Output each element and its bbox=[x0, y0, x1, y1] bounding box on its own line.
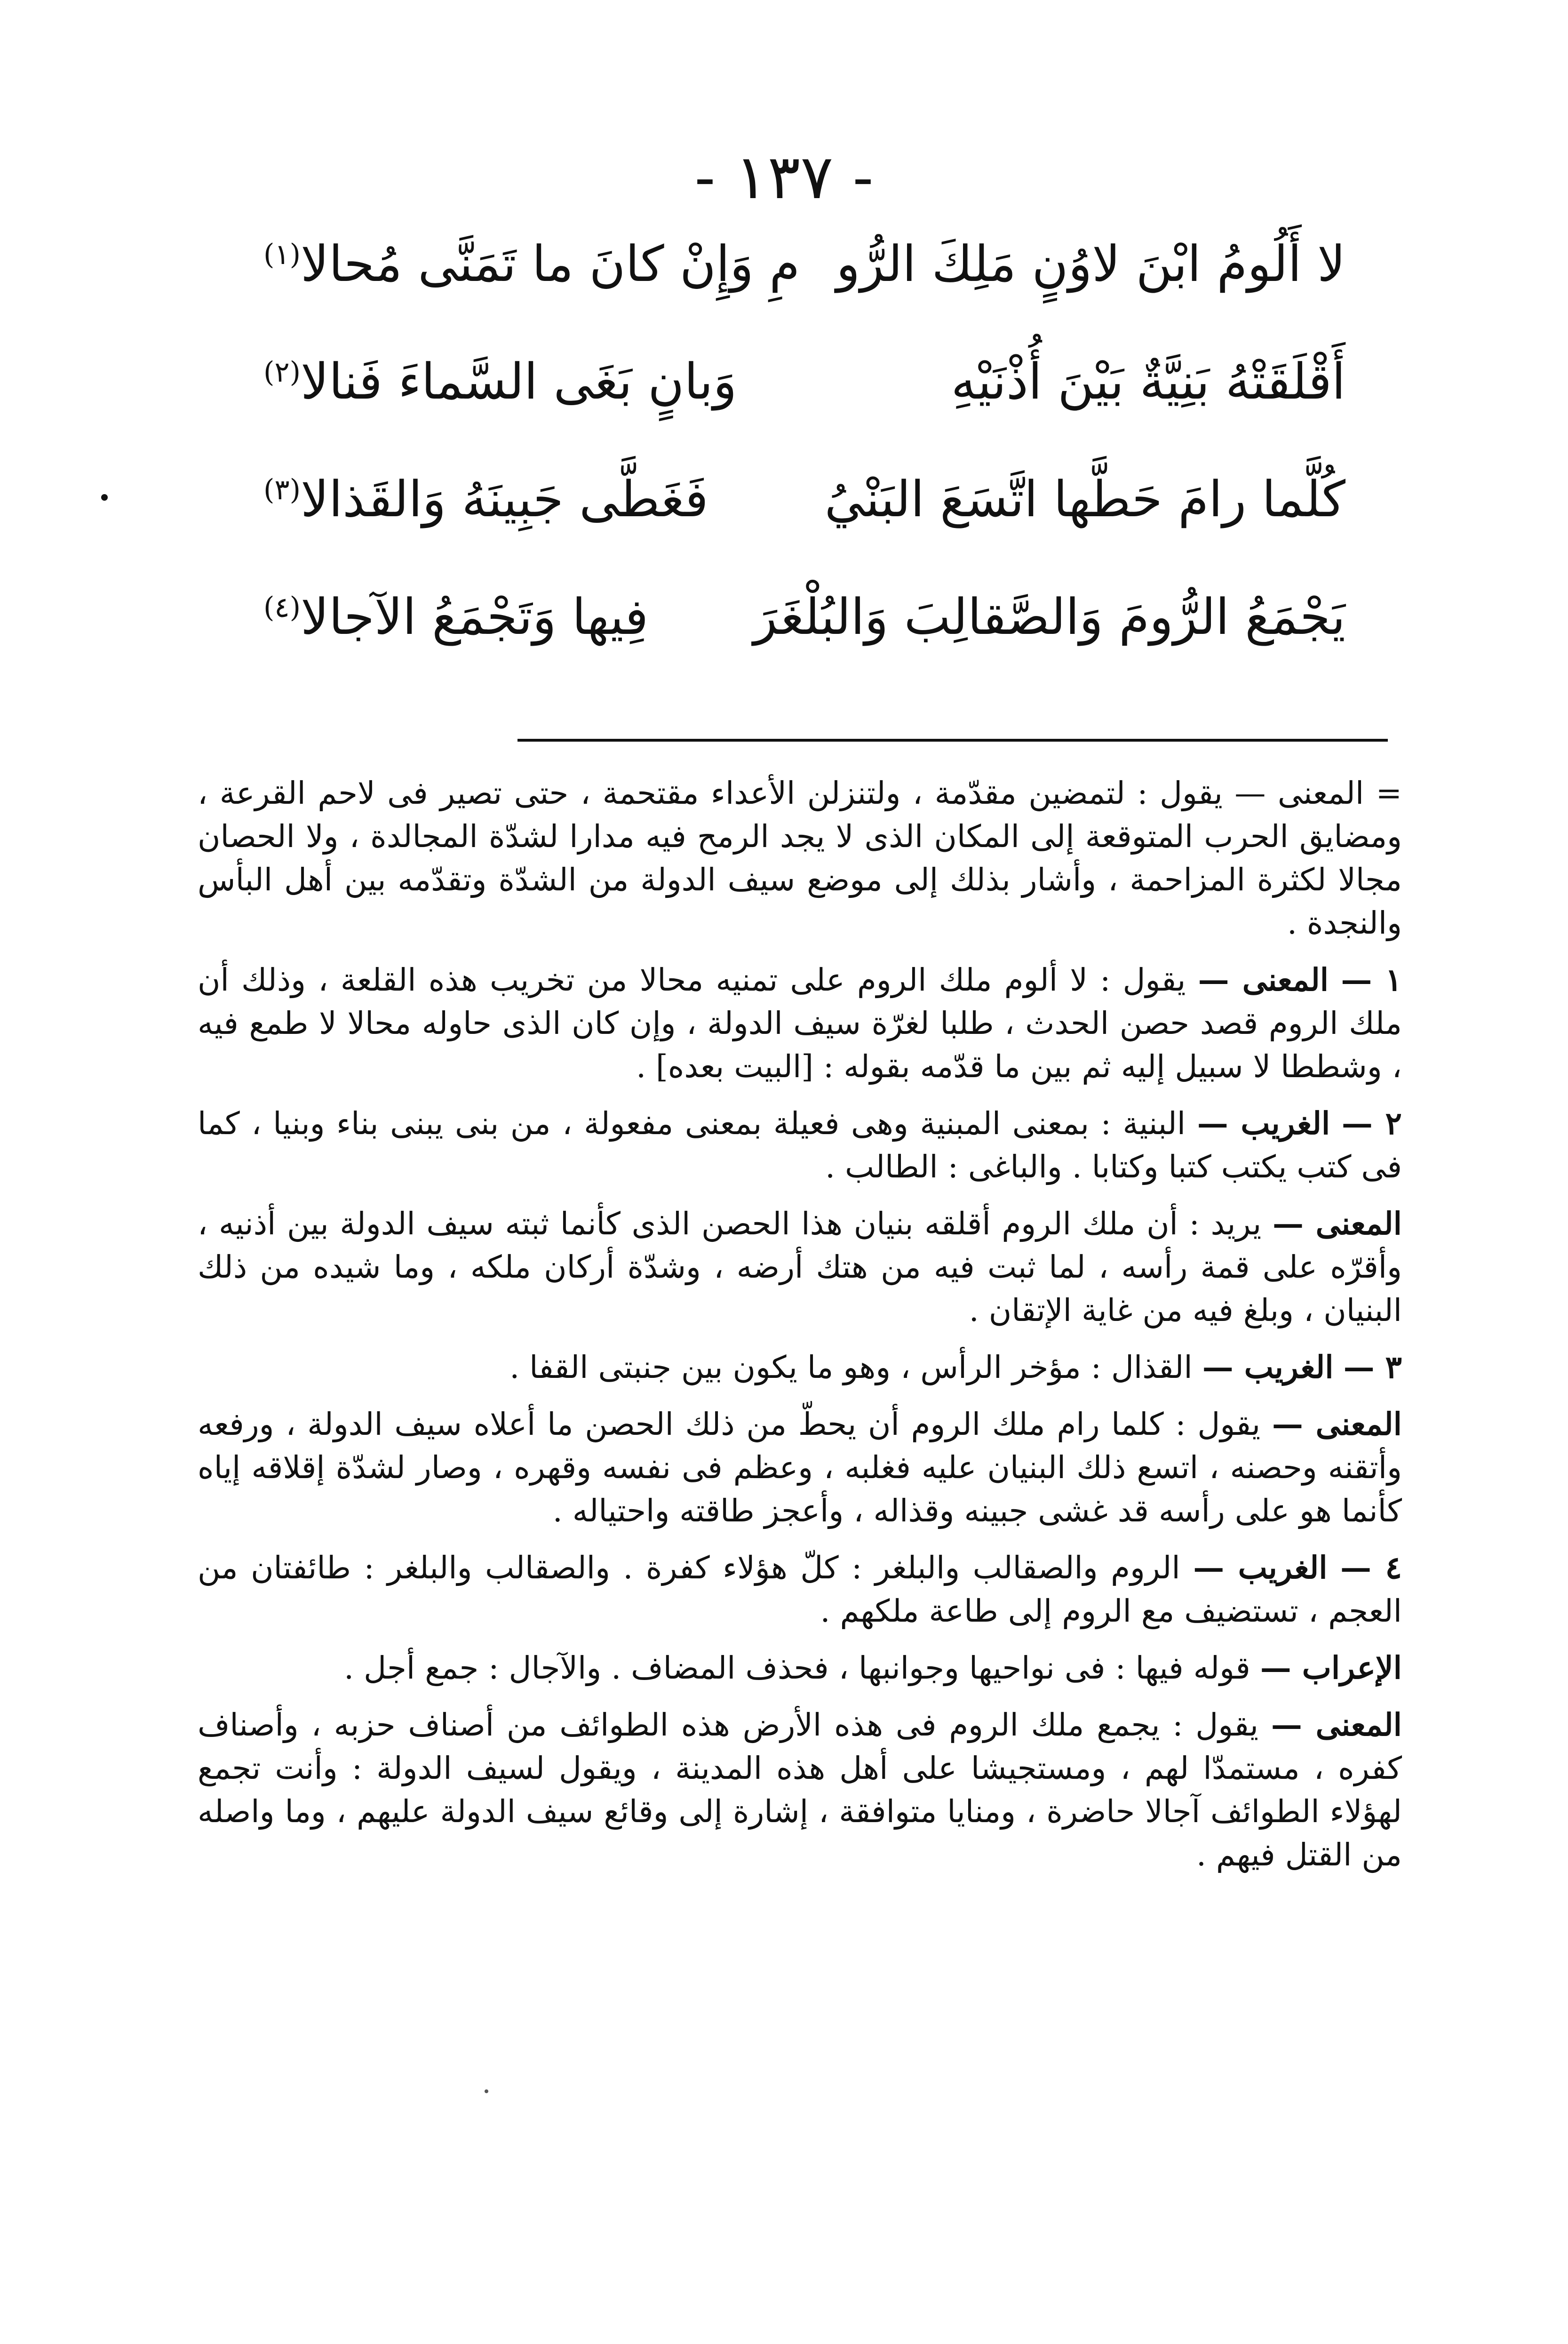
note-1-meaning bbox=[198, 958, 1402, 1088]
note-text: يقول : كلما رام ملك الروم أن يحطّ من ذلك الحصن ما أعلاه سيف الدولة ، ورفعه وأتقنه وحصنه ، اتسع ذلك البنيان عليه فغلبه ، وعظم فى نفسه وقهره ، وصار لشدّة إقلاقه إياه كأنما هو على رأسه قد غشى جبينه وقذاله ، وأعجز طاقته واحتياله . bbox=[198, 1406, 1402, 1529]
note-text: يريد : أن ملك الروم أقلقه بنيان هذا الحصن الذى كأنما ثبته سيف الدولة بين أذنيه ، وأقرّه على قمة رأسه ، لما ثبت فيه من هتك أرضه ، وشدّة أركان ملكه ، وما شيده من ذلك البنيان ، وبلغ فيه من غاية الإتقان . bbox=[198, 1206, 1402, 1328]
note-text: يقول : لا ألوم ملك الروم على تمنيه محالا من تخريب هذه القلعة ، وذلك أن ملك الروم قصد حصن الحدث ، طلبا لغرّة سيف الدولة ، وإن كان الذى حاوله محالا لا طمع فيه ، وشططا لا سبيل إليه ثم بين ما قدّمه بقوله : [البيت بعده] . bbox=[198, 962, 1402, 1085]
verse bbox=[263, 235, 1345, 353]
footnote-ref: (٢) bbox=[263, 356, 301, 389]
hemistich-second: وَبانٍ بَغَى السَّماءَ فَنالا$^{(٢)}$ bbox=[263, 353, 737, 410]
note-text: يقول : يجمع ملك الروم فى هذه الأرض هذه الطوائف من أصناف حزبه ، وأصناف كفره ، مستمدّا لهم ، ومستجيشا على أهل هذه المدينة ، ويقول لسيف الدولة : وأنت تجمع لهؤلاء الطوائف آجالا حاضرة ، ومنايا متوافقة ، إشارة إلى وقائع سيف الدولة عليهم ، وما واصله من القتل فيهم . bbox=[198, 1707, 1402, 1873]
note-marker: ١ — bbox=[1341, 961, 1402, 998]
note-label: المعنى — bbox=[1198, 961, 1329, 998]
hemistich-second: فِيها وَتَجْمَعُ الآجالا$^{(٤)}$ bbox=[263, 588, 649, 646]
stray-dot bbox=[101, 494, 108, 501]
hemistich-first: يَجْمَعُ الرُّومَ وَالصَّقالِبَ وَالبُلْغَرَ bbox=[753, 588, 1345, 646]
note-marker: ٢ — bbox=[1341, 1105, 1402, 1142]
note-4-grammar bbox=[198, 1646, 1402, 1690]
poem bbox=[263, 235, 1345, 706]
note-text: الروم والصقالب والبلغر : كلّ هؤلاء كفرة . والصقالب والبلغر : طائفتان من العجم ، تستضيف مع الروم إلى طاعة ملكهم . bbox=[198, 1550, 1402, 1629]
hemistich-first: لا أَلُومُ ابْنَ لاوُنٍ مَلِكَ الرُّو bbox=[836, 235, 1345, 293]
verse bbox=[263, 471, 1345, 588]
hemistich-first: أَقْلَقَتْهُ بَنِيَّةٌ بَيْنَ أُذْنَيْهِ bbox=[951, 353, 1345, 410]
commentary-intro: = المعنى — يقول : لتمضين مقدّمة ، ولتنزلن الأعداء مقتحمة ، حتى تصير فى لاحم القرعة ، ومضايق الحرب المتوقعة إلى المكان الذى لا يجد الرمح فيه مدارا لشدّة المجالدة ، ولا الحصان مجالا لكثرة المزاحمة ، وأشار بذلك إلى موضع سيف الدولة من الشدّة وتقدّمه بين أهل البأس والنجدة . bbox=[198, 775, 1402, 941]
verse bbox=[263, 588, 1345, 706]
note-label: الغريب — bbox=[1197, 1105, 1330, 1142]
note-label: المعنى — bbox=[1271, 1706, 1402, 1743]
note-3-meaning bbox=[198, 1402, 1402, 1533]
footnote-ref: (١) bbox=[263, 238, 301, 271]
note-4-vocabulary bbox=[198, 1546, 1402, 1633]
note-label: الإعراب — bbox=[1260, 1649, 1402, 1686]
stray-mark bbox=[485, 2089, 488, 2093]
note-2-vocabulary bbox=[198, 1102, 1402, 1189]
separator-rule bbox=[517, 739, 1388, 742]
footnote-ref: (٣) bbox=[263, 473, 301, 506]
footnote-ref: (٤) bbox=[263, 591, 301, 624]
note-text: البنية : بمعنى المبنية وهى فعيلة بمعنى مفعولة ، من بنى يبنى بناء وبنيا ، كما فى كتب يكتب كتبا وكتابا . والباغى : الطالب . bbox=[198, 1105, 1402, 1185]
note-2-meaning bbox=[198, 1202, 1402, 1332]
note-3-vocabulary bbox=[198, 1345, 1402, 1389]
note-label: الغريب — bbox=[1193, 1549, 1328, 1586]
note-marker: ٣ — bbox=[1343, 1349, 1402, 1385]
note-text: القذال : مؤخر الرأس ، وهو ما يكون بين جنبتى القفا . bbox=[509, 1349, 1193, 1385]
commentary bbox=[198, 772, 1402, 1890]
hemistich-second: فَغَطَّى جَبِينَهُ وَالقَذالا$^{(٣)}$ bbox=[263, 471, 708, 528]
note-label: المعنى — bbox=[1272, 1406, 1402, 1442]
hemistich-second: مِ وَإِنْ كانَ ما تَمَنَّى مُحالا$^{(١)}$ bbox=[263, 235, 800, 293]
verse bbox=[263, 353, 1345, 471]
note-text: قوله فيها : فى نواحيها وجوانبها ، فحذف المضاف . والآجال : جمع أجل . bbox=[344, 1650, 1250, 1686]
note-label: الغريب — bbox=[1202, 1349, 1334, 1385]
page-number: - ١٣٧ - bbox=[694, 141, 874, 213]
note-4-meaning bbox=[198, 1703, 1402, 1877]
note-label: المعنى — bbox=[1272, 1205, 1402, 1242]
note-marker: ٤ — bbox=[1340, 1549, 1402, 1586]
hemistich-first: كُلَّما رامَ حَطَّها اتَّسَعَ البَنْيُ bbox=[824, 471, 1345, 528]
